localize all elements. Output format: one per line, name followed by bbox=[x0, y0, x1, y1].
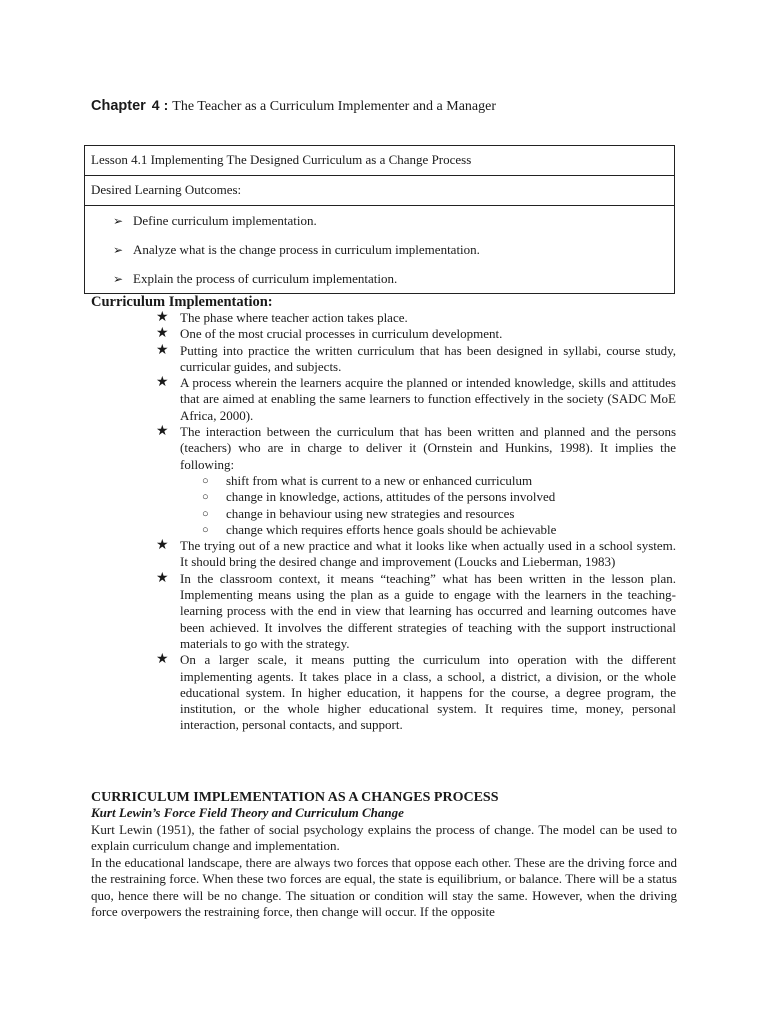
sub-list-item-text: change in behaviour using new strategies and resources bbox=[226, 505, 515, 521]
chapter-number: 4 bbox=[151, 97, 160, 113]
list-item-text: On a larger scale, it means putting the curriculum into operation with the different implementing agents. It takes place in a class, a school, a district, a division, or the whole educational system. In higher education, it happens for the course, a degree program, the institution, or the whole higher educational system. It requires time, money, personal interaction, personal contacts, and support. bbox=[180, 652, 676, 733]
lesson-box bbox=[84, 145, 675, 294]
outcome-item bbox=[113, 213, 668, 242]
chapter-word: Chapter bbox=[91, 98, 146, 114]
list-item-text: One of the most crucial processes in curriculum development. bbox=[180, 326, 503, 342]
list-item bbox=[156, 326, 676, 342]
chapter-title bbox=[91, 96, 496, 116]
arrow-bullet-icon: ➢ bbox=[113, 214, 124, 228]
curriculum-implementation-heading: Curriculum Implementation: bbox=[91, 294, 273, 310]
circle-bullet-icon: ○ bbox=[202, 491, 209, 504]
circle-bullet-icon: ○ bbox=[202, 474, 209, 487]
list-item-text: A process wherein the learners acquire the planned or intended knowledge, skills and attitudes that are aimed at enabling the same learners to function effectively in the society (SADC MoE Africa, 2000). bbox=[180, 375, 676, 423]
list-item-text: The phase where teacher action takes place. bbox=[180, 310, 408, 325]
curriculum-implementation-list bbox=[156, 310, 676, 734]
star-bullet-icon: ★ bbox=[156, 538, 169, 554]
star-bullet-icon: ★ bbox=[156, 326, 169, 342]
sub-list-item bbox=[202, 473, 676, 489]
chapter-separator: : bbox=[163, 97, 169, 113]
sub-list-item bbox=[202, 506, 676, 522]
paragraph-lewin-intro: Kurt Lewin (1951), the father of social psychology explains the process of change. The model can be used to explain curriculum change and implementation. bbox=[91, 822, 677, 854]
list-item bbox=[156, 424, 676, 538]
arrow-bullet-icon: ➢ bbox=[113, 272, 124, 286]
circle-bullet-icon: ○ bbox=[202, 507, 209, 520]
circle-bullet-icon: ○ bbox=[202, 523, 209, 536]
sub-list-item-text: change in knowledge, actions, attitudes of the persons involved bbox=[226, 489, 556, 505]
outcomes-label: Desired Learning Outcomes: bbox=[85, 176, 674, 206]
outcome-text: Define curriculum implementation. bbox=[133, 213, 317, 228]
list-item bbox=[156, 343, 676, 376]
star-bullet-icon: ★ bbox=[156, 342, 169, 358]
outcome-text: Explain the process of curriculum implementation. bbox=[133, 271, 398, 286]
star-bullet-icon: ★ bbox=[156, 375, 169, 391]
sub-list-item bbox=[202, 522, 676, 538]
list-item bbox=[156, 538, 676, 571]
outcome-item bbox=[113, 242, 668, 271]
star-bullet-icon: ★ bbox=[156, 310, 169, 325]
list-item-text: The trying out of a new practice and what it looks like when actually used in a school system. It should bring the desired change and improvement (Loucks and Lieberman, 1983) bbox=[180, 538, 676, 570]
change-process-heading: CURRICULUM IMPLEMENTATION AS A CHANGES PROCESS bbox=[91, 790, 499, 805]
sub-list-item-text: change which requires efforts hence goals should be achievable bbox=[226, 521, 557, 537]
arrow-bullet-icon: ➢ bbox=[113, 243, 124, 257]
outcome-text: Analyze what is the change process in curriculum implementation. bbox=[133, 242, 480, 257]
star-bullet-icon: ★ bbox=[156, 570, 169, 586]
paragraph-forces: In the educational landscape, there are always two forces that oppose each other. These are the driving force and the restraining force. When these two forces are equal, the state is equilibrium, or balance. There will be a status quo, hence there will be no change. The situation or condition will stay the same. However, when the driving force overpowers the restraining force, then change will occur. If the opposite bbox=[91, 855, 677, 919]
sub-list-item-text: shift from what is current to a new or enhanced curriculum bbox=[226, 472, 533, 488]
list-item bbox=[156, 375, 676, 424]
list-item-body bbox=[180, 424, 676, 538]
list-item bbox=[156, 652, 676, 733]
outcomes-list bbox=[85, 206, 674, 293]
list-item bbox=[156, 310, 676, 326]
list-item bbox=[156, 571, 676, 652]
star-bullet-icon: ★ bbox=[156, 652, 169, 668]
list-item-text: In the classroom context, it means “teaching” what has been written in the lesson plan. Implementing means using the plan as a guide to engage with the learners in the teaching-learning process with the end in view that learning has occurred and learning outcomes have been achieved. It involves the different strategies of teaching with the support instructional materials to go with the strategy. bbox=[180, 570, 676, 651]
star-bullet-icon: ★ bbox=[156, 424, 169, 440]
list-item-text: The interaction between the curriculum that has been written and planned and the persons (teachers) who are in charge to deliver it (Ornstein and Hunkins, 1998). It implies the following: bbox=[180, 424, 676, 472]
list-item-text: Putting into practice the written curriculum that has been designed in syllabi, course study, curricular guides, and subjects. bbox=[180, 342, 676, 374]
lesson-title: Lesson 4.1 Implementing The Designed Curriculum as a Change Process bbox=[85, 146, 674, 176]
chapter-title-text: The Teacher as a Curriculum Implementer and a Manager bbox=[172, 99, 496, 114]
sub-list bbox=[202, 473, 676, 538]
sub-list-item bbox=[202, 489, 676, 505]
change-process-subheading: Kurt Lewin’s Force Field Theory and Curriculum Change bbox=[91, 805, 404, 820]
